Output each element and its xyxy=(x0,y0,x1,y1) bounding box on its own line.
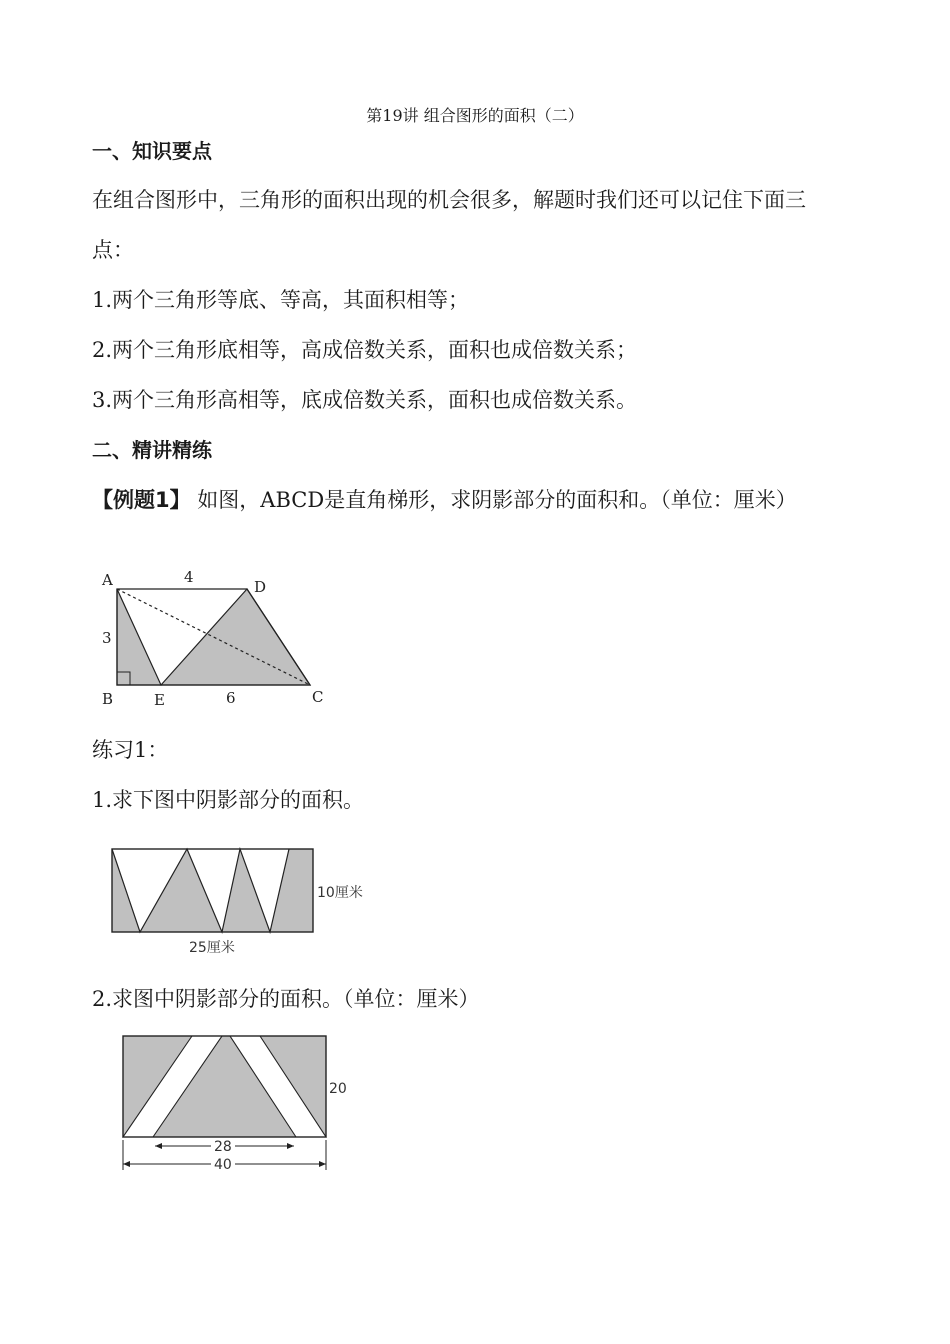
section-heading-practice: 二、精讲精练 xyxy=(92,438,212,462)
knowledge-point-3: 3.两个三角形高相等，底成倍数关系，面积也成倍数关系。 xyxy=(92,388,638,412)
knowledge-point-1: 1.两个三角形等底、等高，其面积相等； xyxy=(92,288,470,312)
shaded-triangle-abe xyxy=(117,589,161,685)
outer-length-label: 40 xyxy=(214,1157,232,1173)
question-1-text: 1.求下图中阴影部分的面积。 xyxy=(92,788,365,812)
zigzag-shaded-region xyxy=(112,849,313,932)
arrow-40-left xyxy=(123,1161,130,1167)
height-label: 10厘米 xyxy=(317,885,363,901)
arrow-40-right xyxy=(319,1161,326,1167)
point-label-d: D xyxy=(254,578,267,596)
inner-length-label: 28 xyxy=(214,1139,232,1155)
example-1-text: 如图，ABCD是直角梯形，求阴影部分的面积和。（单位：厘米） xyxy=(190,488,797,512)
page-title: 第19讲 组合图形的面积（二） xyxy=(366,106,584,125)
length-label-top: 4 xyxy=(184,568,194,586)
example-1-label: 【例题1】 xyxy=(92,488,191,512)
question-2-figure xyxy=(115,1030,355,1175)
length-label-left: 3 xyxy=(102,629,112,647)
point-label-b: B xyxy=(102,690,114,708)
knowledge-point-2: 2.两个三角形底相等，高成倍数关系，面积也成倍数关系； xyxy=(92,338,638,362)
shaded-triangle-dec xyxy=(161,589,310,685)
length-label-bottom: 6 xyxy=(226,689,236,707)
question-1-figure xyxy=(105,840,385,960)
point-label-a: A xyxy=(102,571,113,589)
point-label-c: C xyxy=(312,688,324,706)
point-label-e: E xyxy=(154,691,165,709)
width-label: 25厘米 xyxy=(189,940,235,956)
height-label: 20 xyxy=(329,1081,347,1097)
section-heading-knowledge: 一、知识要点 xyxy=(92,139,212,163)
practice-label: 练习1： xyxy=(92,738,169,762)
intro-text-line1: 在组合图形中，三角形的面积出现的机会很多，解题时我们还可以记住下面三 xyxy=(92,188,806,212)
arrow-28-left xyxy=(155,1143,162,1149)
arrow-28-right xyxy=(287,1143,294,1149)
intro-text-line2: 点： xyxy=(92,238,134,262)
question-2-text: 2.求图中阴影部分的面积。（单位：厘米） xyxy=(92,987,480,1011)
example-1 xyxy=(92,486,797,514)
example-1-figure xyxy=(95,560,335,710)
